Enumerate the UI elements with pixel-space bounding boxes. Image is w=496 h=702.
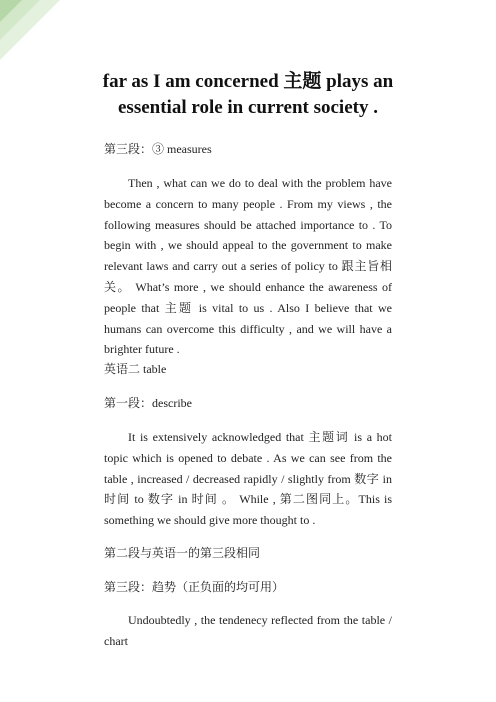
describe-paragraph: It is extensively acknowledged that 主题词 is a hot topic which is opened to debate . As we can see from the table , increased / decreased rapidly / slightly from 数字 in 时间 to 数字 in 时间 。 While , 第二图同上。This is something we should give more thought to . [104, 430, 392, 528]
section-label-english-two-table: 英语二 table [104, 362, 167, 376]
measures-paragraph: Then , what can we do to deal with the problem have become a concern to many people . From my views , the following measures should be attached importance to . To begin with , we should appeal to the government to make relevant laws and carry out a series of policy to 跟主旨相关。 What’s more , we should enhance the awareness of people that 主题 is vital to us . Also I believe that we humans can overcome this difficulty , and we will have a brighter future . [104, 176, 392, 357]
section-label-trend: 第三段：趋势（正负面的均可用） [104, 580, 285, 594]
heading-line-1: far as I am concerned 主题 plays an [102, 71, 394, 92]
section-label-measures: 第三段：③ measures [104, 142, 212, 156]
heading-line-2: essential role in current society . [118, 97, 378, 118]
section-label-second-paragraph: 第二段与英语一的第三段相同 [104, 546, 261, 560]
section-label-describe: 第一段：describe [104, 396, 192, 410]
trend-paragraph-partial: Undoubtedly , the tendenecy reflected from the table / chart [104, 613, 392, 648]
